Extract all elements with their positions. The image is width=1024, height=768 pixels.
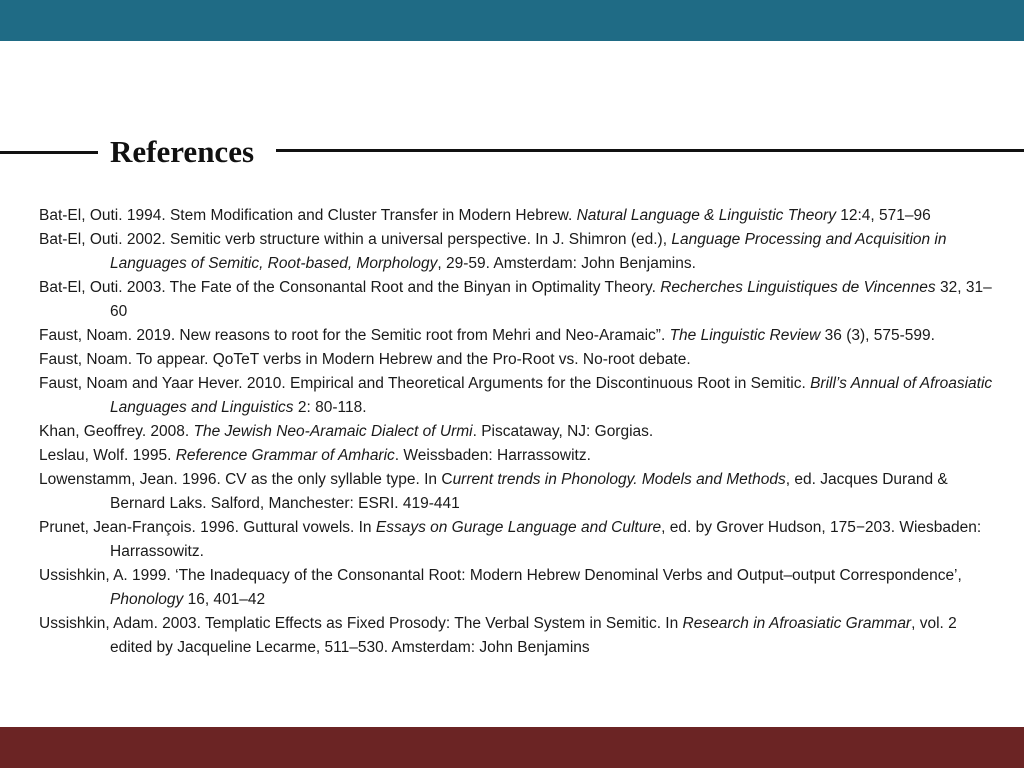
reference-entry: Leslau, Wolf. 1995. Reference Grammar of Amharic. Weissbaden: Harrassowitz. — [39, 447, 591, 464]
reference-entry: Lowenstamm, Jean. 1996. CV as the only syllable type. In Current trends in Phonology. Models and Methods, ed. Jacques Durand & Bernard Laks. Salford, Manchester: ESRI. 419-441 — [39, 471, 948, 512]
slide-title: References — [110, 134, 255, 169]
references-list — [39, 204, 999, 660]
title-rule-right — [276, 149, 1024, 152]
reference-entry: Ussishkin, A. 1999. ‘The Inadequacy of the Consonantal Root: Modern Hebrew Denominal Verbs and Output–output Correspondence’, Phonology 16, 401–42 — [39, 567, 962, 608]
top-banner — [0, 0, 1024, 41]
reference-entry: Khan, Geoffrey. 2008. The Jewish Neo-Aramaic Dialect of Urmi. Piscataway, NJ: Gorgias. — [39, 423, 654, 440]
reference-entry: Prunet, Jean-François. 1996. Guttural vowels. In Essays on Gurage Language and Culture, ed. by Grover Hudson, 175−203. Wiesbaden: Harrassowitz. — [39, 519, 982, 560]
title-rule-left — [0, 151, 98, 154]
reference-entry: Bat-El, Outi. 2002. Semitic verb structure within a universal perspective. In J. Shimron (ed.), Language Processing and Acquisition in Languages of Semitic, Root-based, Morphology, 29-59. Amsterdam: John Benjamins. — [39, 231, 947, 272]
reference-entry: Ussishkin, Adam. 2003. Templatic Effects as Fixed Prosody: The Verbal System in Semitic. In Research in Afroasiatic Grammar, vol. 2 edited by Jacqueline Lecarme, 511–530. Amsterdam: John Benjamins — [39, 615, 957, 656]
reference-entry: Faust, Noam and Yaar Hever. 2010. Empirical and Theoretical Arguments for the Discontinuous Root in Semitic. Brill’s Annual of Afroasiatic Languages and Linguistics 2: 80-118. — [39, 375, 993, 416]
reference-entry: Bat-El, Outi. 1994. Stem Modification and Cluster Transfer in Modern Hebrew. Natural Language & Linguistic Theory 12:4, 571–96 — [39, 207, 931, 224]
reference-entry: Faust, Noam. To appear. QoTeT verbs in Modern Hebrew and the Pro-Root vs. No-root debate. — [39, 351, 691, 368]
reference-entry: Bat-El, Outi. 2003. The Fate of the Consonantal Root and the Binyan in Optimality Theory. Recherches Linguistiques de Vincennes 32, 31–60 — [39, 279, 992, 320]
reference-entry: Faust, Noam. 2019. New reasons to root for the Semitic root from Mehri and Neo-Aramaic”. The Linguistic Review 36 (3), 575-599. — [39, 327, 935, 344]
bottom-banner — [0, 727, 1024, 768]
